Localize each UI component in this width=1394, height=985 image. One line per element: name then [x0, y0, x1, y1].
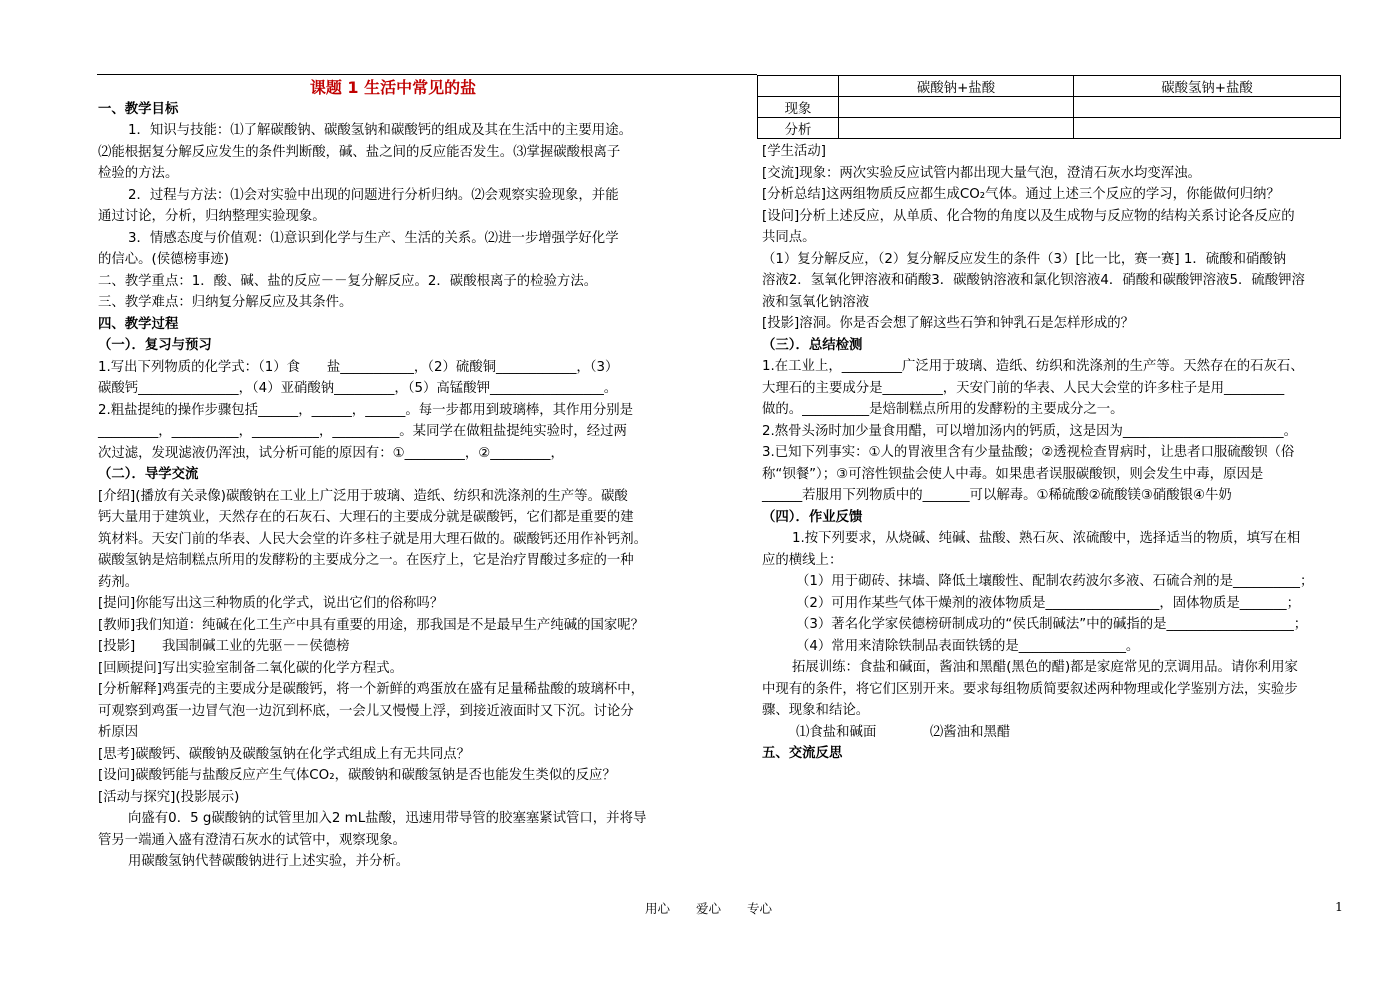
table-cell [1074, 97, 1341, 118]
right-column [762, 141, 1352, 765]
table-cell: 碳酸氢钠+盐酸 [1074, 76, 1341, 97]
text-line: 1.按下列要求，从烧碱、纯碱、盐酸、熟石灰、浓硫酸中，选择适当的物质，填写在相 [792, 531, 1301, 546]
text-line: 可观察到鸡蛋一边冒气泡一边沉到杯底，一会儿又慢慢上浮，到接近液面时又下沉。讨论分 [98, 703, 634, 719]
subsection-heading: （一）．复习与预习 [98, 338, 212, 353]
table-row [758, 97, 1341, 118]
text-line: 筑材料。天安门前的华表、人民大会堂的许多柱子就是用大理石做的。碳酸钙还用作补钙剂。 [98, 531, 648, 547]
text-line: [投影] 我国制碱工业的先驱－－侯德榜 [98, 639, 350, 654]
text-line: [分析总结]这两组物质反应都生成CO₂气体。通过上述三个反应的学习，你能做何归纳？ [762, 187, 1280, 202]
text-line: 药剂。 [98, 574, 139, 590]
text-line: 做的。__________是焙制糕点所用的发酵粉的主要成分之一。 [762, 402, 1124, 417]
table-cell [1074, 118, 1341, 139]
table-cell [758, 76, 839, 97]
text-line: 1.在工业上，_________广泛用于玻璃、造纸、纺织和洗涤剂的生产等。天然存在的石灰石、 [762, 359, 1304, 374]
table-header-row [758, 76, 1341, 97]
table-cell: 碳酸钠+盐酸 [839, 76, 1074, 97]
text-line: 的信心。(侯德榜事迹) [98, 252, 229, 267]
footer-motto: 用心 [645, 901, 671, 916]
document-title: 课题 1 生活中常见的盐 [309, 78, 477, 97]
left-column [98, 77, 688, 873]
text-line: 析原因 [98, 725, 139, 740]
text-line: 3.已知下列事实：①人的胃液里含有少量盐酸；②透视检查胃病时，让患者口服硫酸钡（俗 [762, 445, 1295, 460]
text-line: 称“钡餐”）；③可溶性钡盐会使人中毒。如果患者误服碳酸钡，则会发生中毒，原因是 [762, 466, 1264, 482]
text-line: 通过讨论，分析，归纳整理实验现象。 [98, 209, 326, 224]
text-line: ______若服用下列物质中的_______可以解毒。①稀硫酸②硫酸镁③硝酸银④牛奶 [762, 488, 1232, 503]
text-line: 管另一端通入盛有澄清石灰水的试管中，观察现象。 [98, 832, 406, 848]
text-line: 次过滤，发现滤液仍浑浊，试分析可能的原因有：①_________，②_________， [98, 445, 564, 461]
section-heading: 五、交流反思 [762, 746, 843, 761]
text-line: [思考]碳酸钙、碳酸钠及碳酸氢钠在化学式组成上有无共同点？ [98, 746, 470, 762]
page-footer [645, 899, 794, 917]
text-line: 向盛有0．5 g碳酸钠的试管里加入2 mL盐酸，迅速用带导管的胶塞塞紧试管口，并将导 [128, 811, 647, 826]
text-line: [活动与探究](投影展示) [98, 789, 240, 805]
text-line: ⑴食盐和碱面 ⑵酱油和黑醋 [796, 724, 1011, 740]
text-line: （3）著名化学家侯德榜研制成功的“侯氏制碱法”中的碱指的是___________________； [796, 617, 1308, 632]
text-line: [学生活动] [762, 144, 827, 159]
text-line: _________，__________，__________，__________。某同学在做粗盐提纯实验时，经过两 [98, 424, 627, 439]
text-line: （4）常用来清除铁制品表面铁锈的是________________。 [796, 638, 1140, 654]
text-line: [回顾提问]写出实验室制备二氧化碳的化学方程式。 [98, 660, 404, 676]
text-line: （1）复分解反应，（2）复分解反应发生的条件（3）[比一比，赛一赛] 1．硫酸和硝酸钠 [762, 251, 1287, 267]
text-line: [教师]我们知道：纯碱在化工生产中具有重要的用途，那我国是不是最早生产纯碱的国家呢？ [98, 617, 645, 633]
text-line: 共同点。 [762, 230, 816, 245]
footer-motto: 专心 [747, 901, 773, 916]
text-line: 2.熬骨头汤时加少量食用醋，可以增加汤内的钙质，这是因为________________________。 [762, 423, 1298, 439]
text-line: [分析解释]鸡蛋壳的主要成分是碳酸钙，将一个新鲜的鸡蛋放在盛有足量稀盐酸的玻璃杯中， [98, 682, 645, 697]
text-line: [设问]碳酸钙能与盐酸反应产生气体CO₂，碳酸钠和碳酸氢钠是否也能发生类似的反应？ [98, 768, 616, 783]
text-line: 三、教学难点：归纳复分解反应及其条件。 [98, 295, 353, 310]
text-line: （2）可用作某些气体干燥剂的液体物质是_________________，固体物质是_______； [796, 595, 1300, 611]
text-line: 钙大量用于建筑业，天然存在的石灰石、大理石的主要成分就是碳酸钙，它们都是重要的建 [98, 510, 634, 525]
text-line: [交流]现象：两次实验反应试管内都出现大量气泡，澄清石灰水均变浑浊。 [762, 165, 1201, 181]
text-line: 溶液2．氢氧化钾溶液和硝酸3．碳酸钠溶液和氯化钡溶液4．硝酸和碳酸钾溶液5．硫酸钾溶 [762, 273, 1305, 288]
table-row [758, 118, 1341, 139]
subsection-heading: （三）．总结检测 [762, 337, 863, 353]
text-line: 2.粗盐提纯的操作步骤包括______，______，______。每一步都用到玻璃棒，其作用分别是 [98, 402, 634, 418]
text-line: 2．过程与方法：⑴会对实验中出现的问题进行分析归纳。⑵会观察实验现象，并能 [128, 187, 619, 203]
text-line: [设问]分析上述反应，从单质、化合物的角度以及生成物与反应物的结构关系讨论各反应的 [762, 208, 1295, 224]
text-line: 碳酸钙_______________，（4）亚硝酸钠_________，（5）高锰酸钾_________________。 [98, 381, 618, 396]
subsection-heading: （二）．导学交流 [98, 467, 199, 482]
text-line: 用碳酸氢钠代替碳酸钠进行上述实验，并分析。 [128, 854, 410, 869]
header-rule [97, 74, 757, 75]
text-line: 1．知识与技能：⑴了解碳酸钠、碳酸氢钠和碳酸钙的组成及其在生活中的主要用途。 [128, 123, 632, 138]
table-cell: 现象 [758, 97, 839, 118]
text-line: 1.写出下列物质的化学式：（1）食 盐___________，（2）硫酸铜____________，（3） [98, 359, 619, 375]
text-line: 中现有的条件，将它们区别开来。要求每组物质简要叙述两种物理或化学鉴别方法，实验步 [762, 681, 1298, 697]
section-heading: 一、教学目标 [98, 101, 179, 117]
text-line: 应的横线上： [762, 552, 843, 568]
page-number: 1 [1335, 899, 1343, 914]
text-line: [投影]溶洞。你是否会想了解这些石笋和钟乳石是怎样形成的？ [762, 316, 1134, 331]
text-line: 大理石的主要成分是_________，天安门前的华表、人民大会堂的许多柱子是用_________ [762, 380, 1285, 396]
text-line: （1）用于砌砖、抹墙、降低土壤酸性、配制农药波尔多液、石硫合剂的是__________； [796, 574, 1314, 589]
experiment-table [757, 75, 1341, 139]
text-line: 检验的方法。 [98, 166, 179, 181]
text-line: 碳酸氢钠是焙制糕点所用的发酵粉的主要成分之一。在医疗上，它是治疗胃酸过多症的一种 [98, 553, 634, 568]
text-line: 液和氢氧化钠溶液 [762, 294, 870, 310]
text-line: [介绍](播放有关录像)碳酸钠在工业上广泛用于玻璃、造纸、纺织和洗涤剂的生产等。碳酸 [98, 488, 628, 504]
subsection-heading: （四）．作业反馈 [762, 509, 863, 525]
text-line: ⑵能根据复分解反应发生的条件判断酸，碱、盐之间的反应能否发生。⑶掌握碳酸根离子 [98, 144, 621, 160]
table-cell [839, 118, 1074, 139]
text-line: 3．情感态度与价值观：⑴意识到化学与生产、生活的关系。⑵进一步增强学好化学 [128, 230, 619, 246]
text-line: 拓展训练：食盐和碱面，酱油和黑醋(黑色的醋)都是家庭常见的烹调用品。请你利用家 [792, 660, 1298, 675]
text-line: 骤、现象和结论。 [762, 703, 870, 718]
text-line: [提问]你能写出这三种物质的化学式，说出它们的俗称吗？ [98, 596, 444, 611]
text-line: 二、教学重点：1．酸、碱、盐的反应－－复分解反应。2．碳酸根离子的检验方法。 [98, 273, 598, 289]
footer-motto: 爱心 [696, 901, 722, 916]
table-cell [839, 97, 1074, 118]
table-cell: 分析 [758, 118, 839, 139]
section-heading: 四、教学过程 [98, 316, 179, 332]
